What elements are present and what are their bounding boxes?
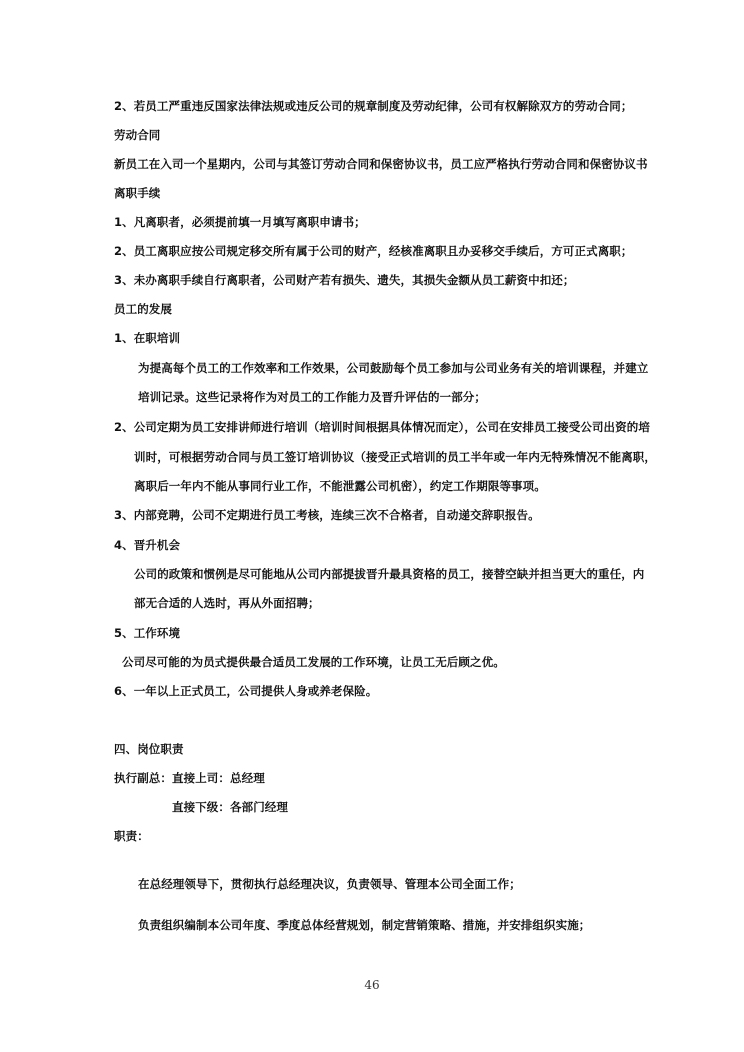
paragraph-line: 为提高每个员工的工作效率和工作效果，公司鼓励每个员工参加与公司业务有关的培训课程，并建立 — [138, 361, 649, 375]
list-item: 2、员工离职应按公司规定移交所有属于公司的财产，经核准离职且办妥移交手续后，方可正式离职； — [114, 244, 633, 258]
list-item: 4、晋升机会 — [114, 538, 181, 552]
paragraph-line: 离职后一年内不能从事同行业工作，不能泄露公司机密），约定工作期限等事项。 — [134, 479, 546, 493]
page-number: 46 — [364, 978, 380, 992]
list-item: 2、公司定期为员工安排讲师进行培训（培训时间根据具体情况而定），公司在安排员工接受公司出资的培 — [114, 420, 650, 434]
heading-development: 员工的发展 — [114, 302, 172, 316]
list-item: 3、内部竞聘，公司不定期进行员工考核，连续三次不合格者，自动递交辞职报告。 — [114, 508, 540, 522]
paragraph-line: 培训记录。这些记录将作为对员工的工作能力及晋升评估的一部分； — [138, 390, 486, 404]
role-subordinate: 直接下级：各部门经理 — [172, 800, 288, 814]
heading-labor-contract: 劳动合同 — [114, 128, 161, 142]
duties-label: 职责： — [114, 829, 149, 843]
list-item: 5、工作环境 — [114, 626, 181, 640]
paragraph-line: 公司的政策和惯例是尽可能地从公司内部提拔晋升最具资格的员工，接替空缺并担当更大的重任，内 — [134, 567, 645, 581]
role-line: 执行副总：直接上司：总经理 — [114, 771, 265, 785]
list-item: 6、一年以上正式员工，公司提供人身或养老保险。 — [114, 684, 378, 698]
paragraph-new-employee: 新员工在入司一个星期内，公司与其签订劳动合同和保密协议书，员工应严格执行劳动合同和保密协议书 — [114, 157, 648, 171]
paragraph-line: 公司尽可能的为员式提供最合适员工发展的工作环境，让员工无后顾之优。 — [122, 655, 505, 669]
duty-item: 在总经理领导下，贯彻执行总经理决议，负责领导、管理本公司全面工作； — [138, 877, 521, 891]
duty-item: 负责组织编制本公司年度、季度总体经营规划，制定营销策略、措施，并安排组织实施； — [138, 918, 591, 932]
list-item: 1、凡离职者，必须提前填一月填写离职申请书； — [114, 215, 366, 229]
section-heading: 四、岗位职责 — [114, 742, 184, 756]
paragraph-line: 训时，可根据劳动合同与员工签订培训协议（接受正式培训的员工半年或一年内无特殊情况不能离职， — [134, 450, 656, 464]
list-item: 3、未办离职手续自行离职者，公司财产若有损失、遗失，其损失金额从员工薪资中扣还； — [114, 273, 575, 287]
heading-resignation: 离职手续 — [114, 186, 161, 200]
clause-termination: 2、若员工严重违反国家法律法规或违反公司的规章制度及劳动纪律，公司有权解除双方的劳动合同； — [114, 99, 633, 113]
list-item: 1、在职培训 — [114, 331, 181, 345]
paragraph-line: 部无合适的人选时，再从外面招聘； — [134, 596, 320, 610]
